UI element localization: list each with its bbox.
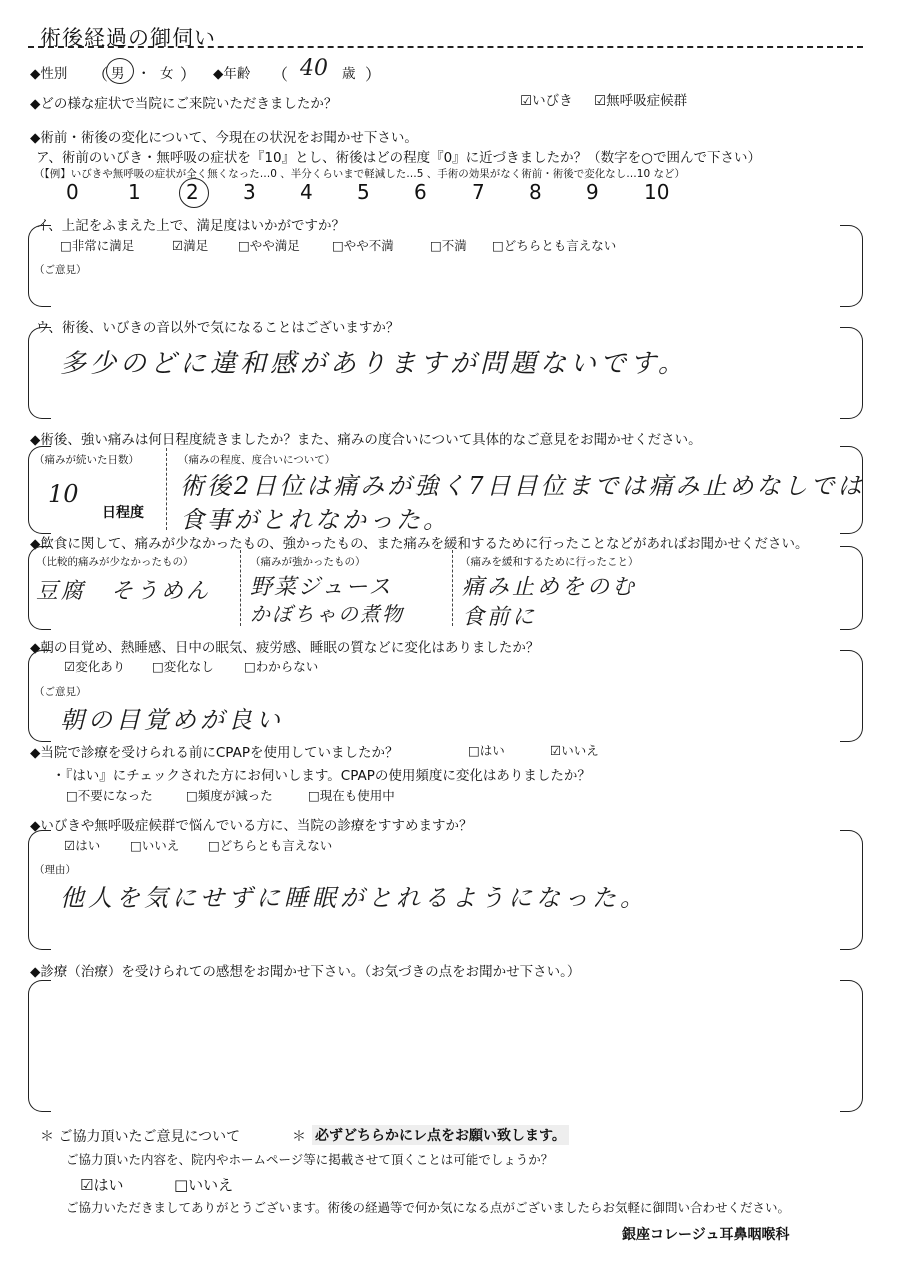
thanks-message: ご協力いただきましてありがとうございます。術後の経過等で何か気になる点がございましたらお気軽に御問い合わせください。 xyxy=(66,1200,791,1215)
age-open-paren: （ xyxy=(272,65,289,84)
gender-open-paren: （ xyxy=(92,65,109,84)
pain-days-value[interactable]: 10 xyxy=(48,480,79,508)
gender-label: ◆性別 xyxy=(30,66,68,82)
cpap-yes-checkbox[interactable]: □はい xyxy=(468,743,505,758)
other-question: ウ、術後、いびきの音以外で気になることはございますか？ xyxy=(36,320,400,336)
cpap-unnecessary-checkbox[interactable]: □不要になった xyxy=(66,788,153,803)
cpap-reduced-checkbox[interactable]: □頻度が減った xyxy=(186,788,273,803)
pain-divider xyxy=(166,448,167,530)
cpap-still-using-checkbox[interactable]: □現在も使用中 xyxy=(308,788,395,803)
other-answer[interactable]: 多少のどに違和感がありますが問題ないです。 xyxy=(60,349,688,379)
recommend-bracket-left xyxy=(28,830,51,950)
age-unit: 歳 xyxy=(342,66,356,82)
consent-no-checkbox[interactable]: □いいえ xyxy=(174,1176,234,1194)
pain-detail-label: （痛みの程度、度合いについて） xyxy=(178,454,336,466)
pain-detail-line2[interactable]: 食事がとれなかった。 xyxy=(180,506,450,534)
consent-yes-checkbox[interactable]: ☑はい xyxy=(80,1176,124,1194)
age-value[interactable]: 40 xyxy=(300,56,328,81)
scale-9[interactable]: 9 xyxy=(586,180,599,204)
sleep-changed-checkbox[interactable]: ☑変化あり xyxy=(64,659,126,674)
food-col1-label: （比較的痛みが少なかったもの） xyxy=(36,556,194,568)
gender-female[interactable]: 女 xyxy=(160,66,174,82)
scale-3[interactable]: 3 xyxy=(243,180,256,204)
food-col2-line1[interactable]: 野菜ジュース xyxy=(250,575,393,600)
form-title: 術後経過の御伺い xyxy=(40,26,216,50)
symptom-snoring-checkbox[interactable]: ☑いびき xyxy=(520,93,573,109)
consent-instruction: 必ずどちらかにレ点をお願い致します。 xyxy=(312,1125,569,1145)
food-col3-label: （痛みを緩和するために行ったこと） xyxy=(460,556,639,568)
scale-2[interactable]: 2 xyxy=(186,180,199,204)
recommend-answer[interactable]: 他人を気にせずに睡眠がとれるようになった。 xyxy=(60,884,648,912)
symptom-apnea-checkbox[interactable]: ☑無呼吸症候群 xyxy=(594,93,688,109)
food-bracket-right xyxy=(840,546,863,630)
scale-8[interactable]: 8 xyxy=(529,180,542,204)
gender-separator: ・ xyxy=(137,66,151,82)
other-bracket-right xyxy=(840,327,863,419)
scale-1[interactable]: 1 xyxy=(128,180,141,204)
food-col3-line1[interactable]: 痛み止めをのむ xyxy=(462,575,638,600)
title-divider xyxy=(28,46,863,48)
consent-asterisk: ＊ xyxy=(292,1129,306,1145)
sleep-unknown-checkbox[interactable]: □わからない xyxy=(244,659,319,674)
age-close-paren: ） xyxy=(365,65,382,84)
scale-10[interactable]: 10 xyxy=(644,180,670,204)
recommend-reason-label: （理由） xyxy=(34,864,76,876)
gender-close-paren: ） xyxy=(180,65,197,84)
satisfaction-somewhat-dissatisfied[interactable]: □やや不満 xyxy=(332,238,394,253)
sleep-answer[interactable]: 朝の目覚めが良い xyxy=(60,706,284,734)
cpap-subquestion: ・『はい』にチェックされた方にお伺いします。CPAPの使用頻度に変化はありましたか？ xyxy=(52,768,591,784)
sleep-opinion-label: （ご意見） xyxy=(34,686,87,698)
satisfaction-question: イ、上記をふまえた上で、満足度はいかがですか？ xyxy=(36,218,346,234)
pain-days-unit: 日程度 xyxy=(102,505,144,521)
satisfaction-opinion-label: （ご意見） xyxy=(34,264,87,276)
other-bracket-left xyxy=(28,327,51,419)
sleep-bracket-right xyxy=(840,650,863,742)
pain-question: ◆術後、強い痛みは何日程度続きましたか？また、痛みの度合いについて具体的なご意見をお聞かせください。 xyxy=(30,432,702,448)
age-label: ◆年齢 xyxy=(213,66,251,82)
cpap-no-checkbox[interactable]: ☑いいえ xyxy=(550,743,599,758)
change-scale xyxy=(66,180,706,210)
impression-bracket-left xyxy=(28,980,51,1112)
food-col1-answer[interactable]: 豆腐 そうめん xyxy=(36,579,212,604)
sleep-question: ◆朝の目覚め、熱睡感、日中の眠気、疲労感、睡眠の質などに変化はありましたか？ xyxy=(30,640,540,656)
satisfaction-very-satisfied[interactable]: □非常に満足 xyxy=(60,238,135,253)
impression-answer-area[interactable] xyxy=(52,984,836,1106)
impression-question: ◆診療（治療）を受けられての感想をお聞かせ下さい。（お気づきの点をお聞かせ下さい。） xyxy=(30,964,581,980)
food-divider-1 xyxy=(240,550,241,626)
clinic-name: 銀座コレージュ耳鼻咽喉科 xyxy=(622,1227,790,1243)
food-divider-2 xyxy=(452,550,453,626)
food-col2-label: （痛みが強かったもの） xyxy=(250,556,366,568)
pain-days-label: （痛みが続いた日数） xyxy=(34,454,139,466)
food-question: ◆飲食に関して、痛みが少なかったもの、強かったもの、また痛みを緩和するために行ったことなどがあればお聞かせください。 xyxy=(30,536,809,552)
recommend-yes-checkbox[interactable]: ☑はい xyxy=(64,838,101,853)
recommend-question: ◆いびきや無呼吸症候群で悩んでいる方に、当院の診療をすすめますか？ xyxy=(30,818,473,834)
scale-7[interactable]: 7 xyxy=(472,180,485,204)
change-subquestion: ア、術前のいびき・無呼吸の症状を『10』とし、術後はどの程度『0』に近づきましたか？（数字を○で囲んで下さい） xyxy=(36,150,761,166)
satisfaction-somewhat-satisfied[interactable]: □やや満足 xyxy=(238,238,300,253)
consent-heading: ＊ ご協力頂いたご意見について xyxy=(40,1129,241,1145)
symptom-question: ◆どの様な症状で当院にご来院いただきましたか？ xyxy=(30,96,338,112)
scale-5[interactable]: 5 xyxy=(357,180,370,204)
change-question: ◆術前・術後の変化について、今現在の状況をお聞かせ下さい。 xyxy=(30,130,418,146)
sleep-unchanged-checkbox[interactable]: □変化なし xyxy=(152,659,214,674)
satisfaction-bracket-right xyxy=(840,225,863,307)
food-col2-line2[interactable]: かぼちゃの煮物 xyxy=(250,602,404,626)
recommend-no-checkbox[interactable]: □いいえ xyxy=(130,838,180,853)
scale-0[interactable]: 0 xyxy=(66,180,79,204)
recommend-neutral-checkbox[interactable]: □どちらとも言えない xyxy=(208,838,333,853)
cpap-question: ◆当院で診療を受けられる前にCPAPを使用していましたか？ xyxy=(30,745,399,761)
change-example: （【例】いびきや無呼吸の症状が全く無くなった…0 、半分くらいまで軽減した…5 、手術の効果がなく術前・術後で変化なし…10 など） xyxy=(34,168,685,180)
scale-4[interactable]: 4 xyxy=(300,180,313,204)
satisfaction-dissatisfied[interactable]: □不満 xyxy=(430,238,467,253)
satisfaction-satisfied[interactable]: ☑満足 xyxy=(172,238,209,253)
gender-male[interactable]: 男 xyxy=(111,66,125,82)
satisfaction-neutral[interactable]: □どちらとも言えない xyxy=(492,238,617,253)
impression-bracket-right xyxy=(840,980,863,1112)
food-col3-line2[interactable]: 食前に xyxy=(462,605,538,630)
recommend-bracket-right xyxy=(840,830,863,950)
consent-question: ご協力頂いた内容を、院内やホームページ等に掲載させて頂くことは可能でしょうか？ xyxy=(66,1152,554,1167)
scale-6[interactable]: 6 xyxy=(414,180,427,204)
pain-detail-line1[interactable]: 術後2日位は痛みが強く7日目位までは痛み止めなしでは xyxy=(180,472,865,500)
